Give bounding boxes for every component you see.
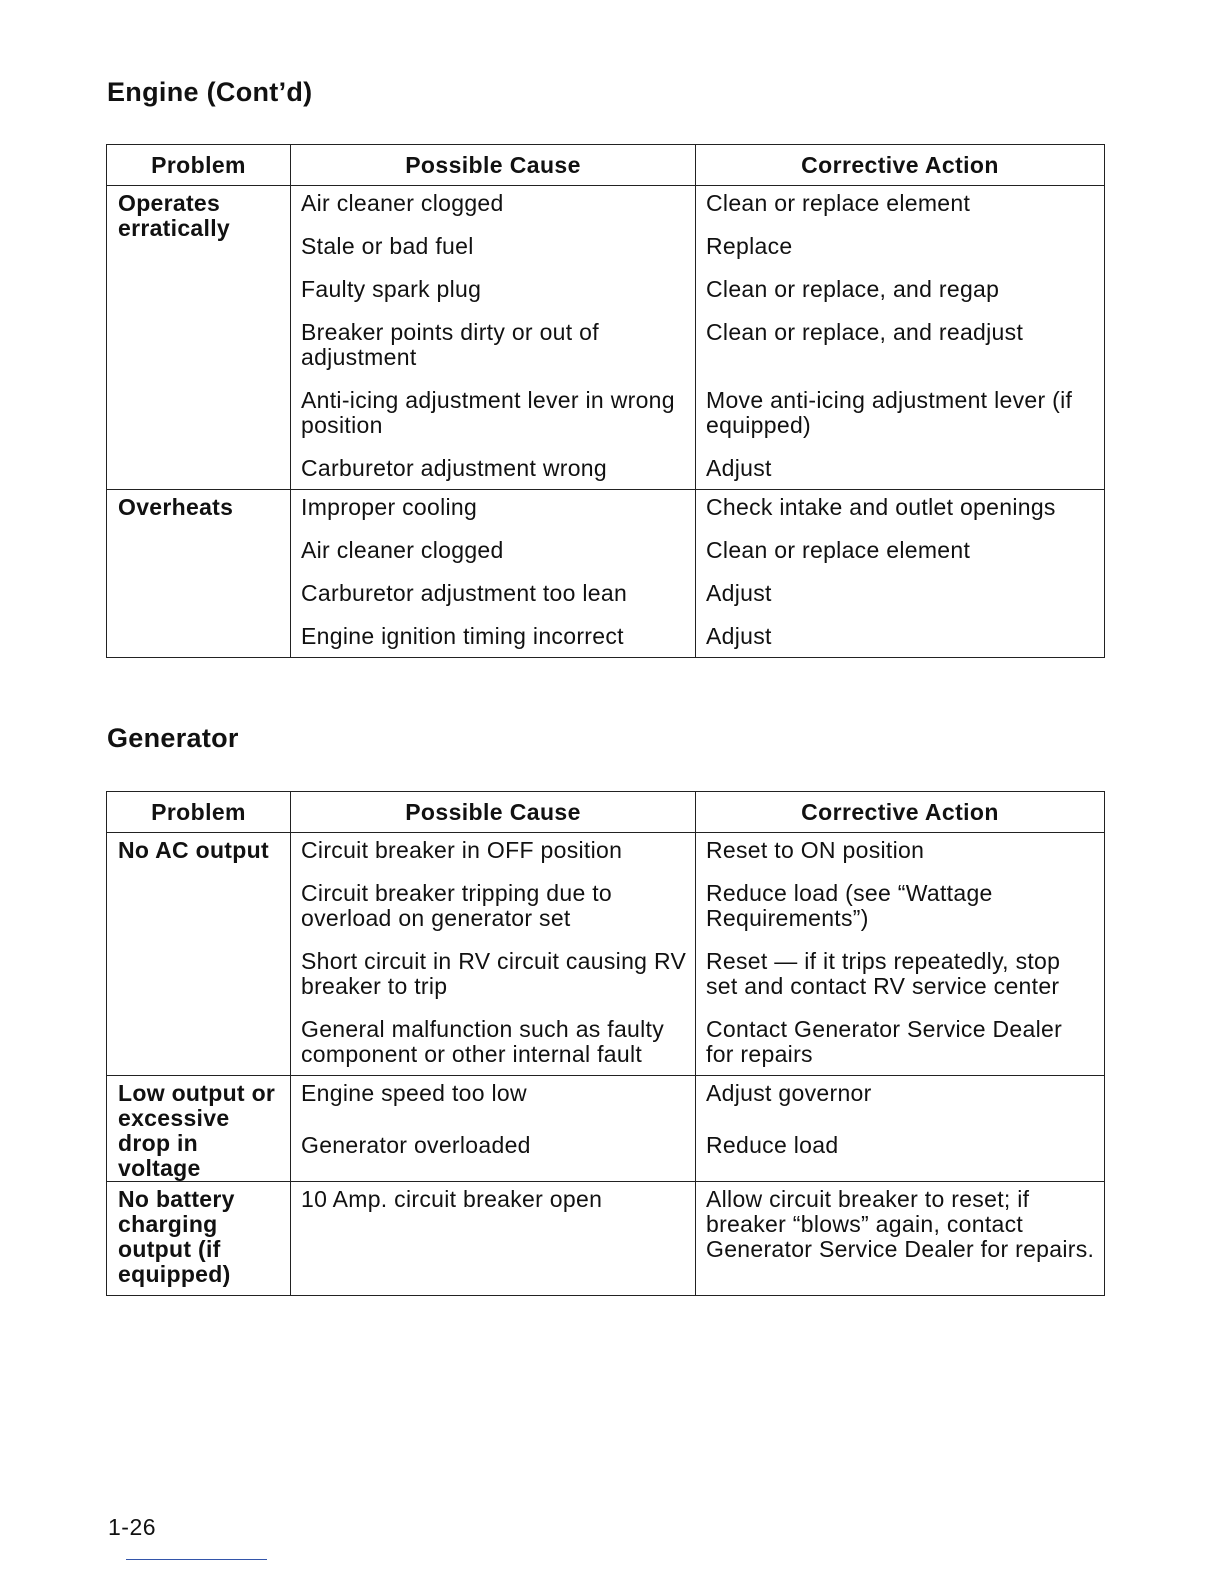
cause-cell: Carburetor adjustment wrong: [291, 438, 696, 490]
cause-cell: Short circuit in RV circuit causing RV breaker to trip: [291, 931, 696, 999]
action-cell: Clean or replace element: [696, 520, 1105, 563]
problem-cell: No battery charging output (if equipped): [107, 1182, 291, 1296]
cause-cell: Generator overloaded: [291, 1115, 696, 1182]
cause-cell: Carburetor adjustment too lean: [291, 563, 696, 606]
action-cell: Reduce load: [696, 1115, 1105, 1182]
action-cell: Adjust: [696, 563, 1105, 606]
action-cell: Adjust governor: [696, 1076, 1105, 1115]
action-cell: Reset — if it trips repeatedly, stop set and contact RV service center: [696, 931, 1105, 999]
cause-cell: Air cleaner clogged: [291, 520, 696, 563]
cause-cell: Anti-icing adjustment lever in wrong position: [291, 370, 696, 438]
column-header-possible-cause: Possible Cause: [291, 792, 696, 833]
action-cell: Adjust: [696, 438, 1105, 490]
action-cell: Reduce load (see “Wattage Requirements”): [696, 863, 1105, 931]
table-header-row: [107, 145, 1105, 186]
action-cell: Contact Generator Service Dealer for repairs: [696, 999, 1105, 1076]
action-cell: Allow circuit breaker to reset; if breaker “blows” again, contact Generator Service Dealer for repairs.: [696, 1182, 1105, 1296]
table-row: [107, 1182, 1105, 1296]
problem-cell: Low output or excessive drop in voltage: [107, 1076, 291, 1182]
problem-cell: Overheats: [107, 490, 291, 658]
page-number: 1-26: [108, 1514, 157, 1540]
action-cell: Adjust: [696, 606, 1105, 658]
table-row: [107, 833, 1105, 864]
problem-cell: No AC output: [107, 833, 291, 1076]
table-row: [107, 186, 1105, 217]
cause-cell: Stale or bad fuel: [291, 216, 696, 259]
problem-cell: Operates erratically: [107, 186, 291, 490]
action-cell: Clean or replace element: [696, 186, 1105, 217]
cause-cell: Circuit breaker in OFF position: [291, 833, 696, 864]
action-cell: Reset to ON position: [696, 833, 1105, 864]
generator-section-title: Generator: [107, 723, 239, 753]
cause-cell: 10 Amp. circuit breaker open: [291, 1182, 696, 1296]
column-header-possible-cause: Possible Cause: [291, 145, 696, 186]
action-cell: Replace: [696, 216, 1105, 259]
action-cell: Clean or replace, and readjust: [696, 302, 1105, 370]
engine-section-title: Engine (Cont’d): [107, 77, 313, 107]
action-cell: Clean or replace, and regap: [696, 259, 1105, 302]
cause-cell: Air cleaner clogged: [291, 186, 696, 217]
column-header-corrective-action: Corrective Action: [696, 145, 1105, 186]
cause-cell: Engine speed too low: [291, 1076, 696, 1115]
cause-cell: Engine ignition timing incorrect: [291, 606, 696, 658]
table-row: [107, 490, 1105, 521]
cause-cell: Faulty spark plug: [291, 259, 696, 302]
column-header-problem: Problem: [107, 792, 291, 833]
generator-troubleshooting-table: [106, 791, 1105, 1296]
cause-cell: General malfunction such as faulty component or other internal fault: [291, 999, 696, 1076]
table-header-row: [107, 792, 1105, 833]
cause-cell: Circuit breaker tripping due to overload on generator set: [291, 863, 696, 931]
column-header-problem: Problem: [107, 145, 291, 186]
action-cell: Check intake and outlet openings: [696, 490, 1105, 521]
column-header-corrective-action: Corrective Action: [696, 792, 1105, 833]
table-row: [107, 1076, 1105, 1115]
cause-cell: Breaker points dirty or out of adjustment: [291, 302, 696, 370]
action-cell: Move anti-icing adjustment lever (if equipped): [696, 370, 1105, 438]
engine-troubleshooting-table: [106, 144, 1105, 658]
cause-cell: Improper cooling: [291, 490, 696, 521]
footer-rule: [126, 1559, 267, 1560]
